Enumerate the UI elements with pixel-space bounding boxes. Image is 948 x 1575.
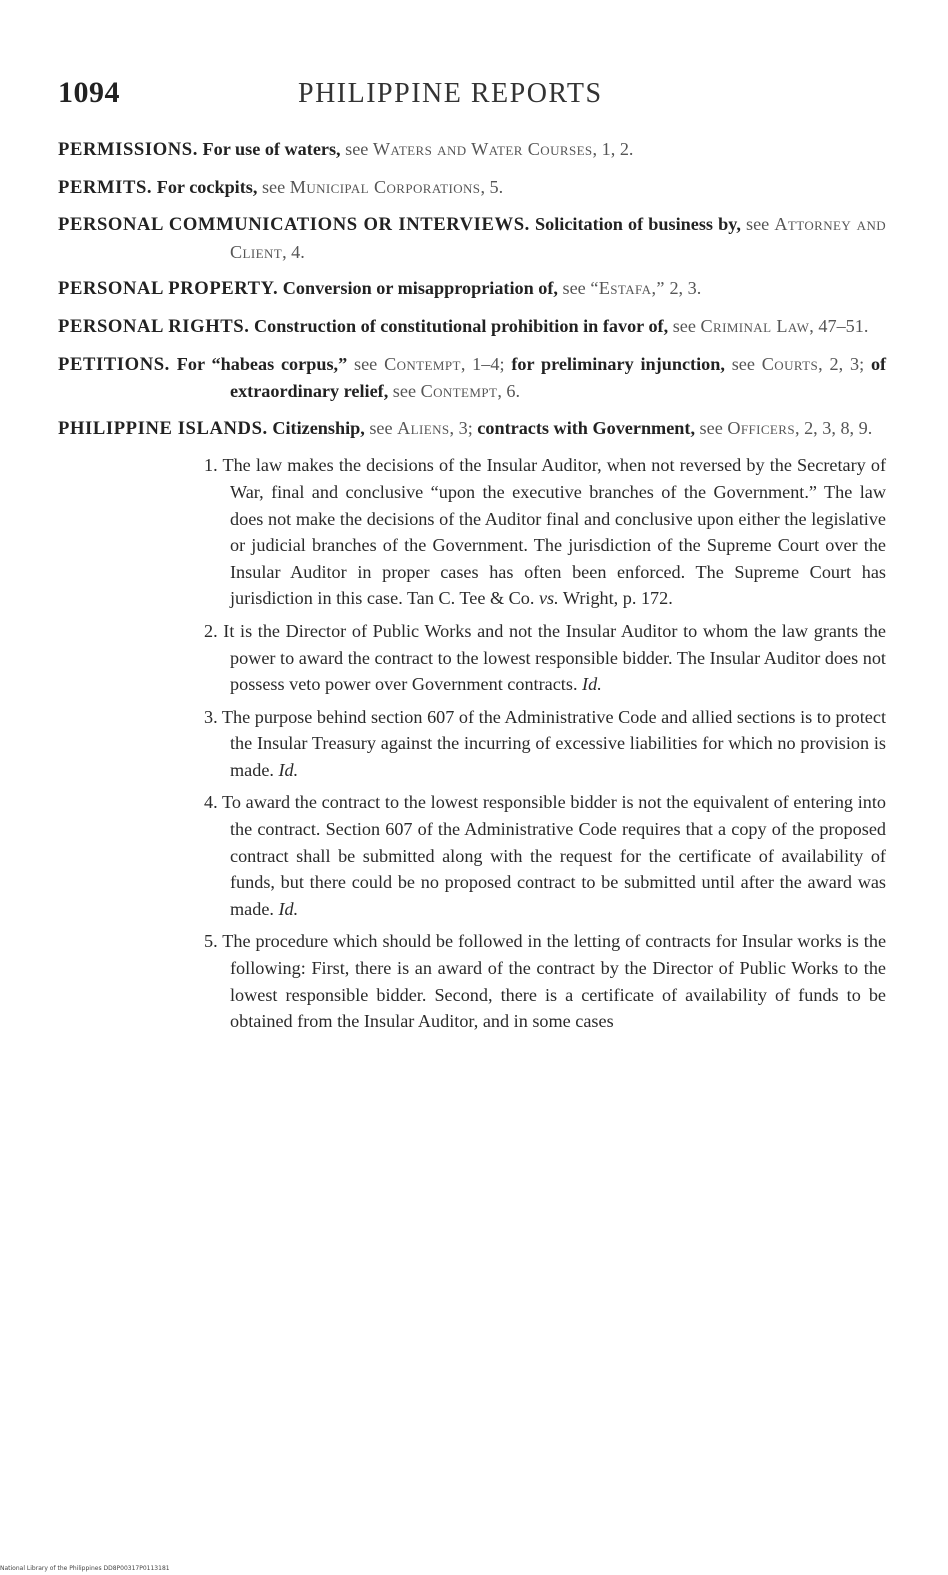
- syllabus-paragraph: [174, 704, 886, 784]
- paragraph-number: 5.: [204, 931, 218, 952]
- see-word: see: [369, 417, 393, 438]
- paragraph-text: The law makes the decisions of the Insular Auditor, when not reversed by the Secretary of War, final and conclusive “upon the executive branches of the Government.” The law does not make the decisions of the Auditor final and conclusive upon either the legislative or judicial branches of the Government. The jurisdiction of the Supreme Court over the Insular Auditor in proper cases has often been enforced. The Supreme Court has jurisdiction in this case. Tan C. Tee & Co.: [222, 455, 886, 609]
- reference-numbers: , 5.: [480, 176, 504, 197]
- index-content: [58, 136, 886, 1041]
- index-entry: [58, 313, 886, 341]
- entry-heading: PERMITS.: [58, 176, 153, 198]
- scan-footer: National Library of the Philippines DD8P00317P0113181: [0, 1565, 170, 1572]
- paragraph-number: 1.: [204, 455, 218, 476]
- reference-numbers: , 6.: [497, 381, 521, 402]
- see-word: see: [392, 381, 417, 402]
- entry-subject: Solicitation of business by,: [535, 214, 741, 235]
- syllabus-paragraph: [174, 789, 886, 922]
- see-word: see: [731, 353, 755, 374]
- reference-numbers: , 2, 3;: [818, 353, 865, 374]
- see-word: see: [354, 353, 378, 374]
- entry-subject: Citizenship,: [272, 417, 365, 438]
- page-number: 1094: [58, 76, 120, 109]
- see-word: see: [746, 214, 770, 235]
- see-word: see: [345, 139, 369, 159]
- entry-subject: of extraordinary relief,: [230, 353, 887, 402]
- entry-subject: For use of waters,: [202, 139, 341, 159]
- versus-abbreviation: vs.: [538, 588, 559, 609]
- cross-reference: Contempt: [384, 353, 461, 374]
- paragraph-text: The procedure which should be followed in the letting of contracts for Insular works is the following: First, there is an award of the contract by the Director of Public Works to the lowest responsible bidder. Second, there is a certificate of availability of funds to be obtained from the Insular Auditor, and in some cases: [222, 931, 887, 1032]
- entry-heading: PETITIONS.: [58, 353, 170, 375]
- index-entry: [58, 211, 886, 265]
- entry-heading: PERSONAL RIGHTS.: [58, 315, 250, 337]
- syllabus-paragraph: [174, 452, 886, 612]
- cross-reference: Courts: [761, 353, 819, 374]
- paragraph-text: It is the Director of Public Works and not the Insular Auditor to whom the law grants the power to award the contract to the lowest responsible bidder. The Insular Auditor does not possess veto power over Government contracts.: [223, 620, 886, 695]
- paragraph-text: The purpose behind section 607 of the Administrative Code and allied sections is to protect the Insular Treasury against the incurring of excessive liabilities for which no provision is made.: [221, 706, 886, 780]
- reference-numbers: , 47–51.: [809, 315, 869, 336]
- entry-subject: contracts with Government,: [477, 417, 695, 438]
- reference-numbers: , 3;: [449, 417, 473, 438]
- entry-heading: PERSONAL PROPERTY.: [58, 278, 279, 300]
- cross-reference: Criminal Law: [700, 315, 810, 336]
- see-word: see: [672, 315, 696, 336]
- idem-citation: Id.: [278, 759, 299, 780]
- running-title: PHILIPPINE REPORTS: [298, 78, 603, 109]
- entry-heading: PERMISSIONS.: [58, 139, 198, 160]
- syllabus-paragraph: [174, 618, 886, 698]
- see-word: see: [699, 417, 723, 438]
- index-entry: [58, 275, 886, 303]
- entry-subject: For cockpits,: [156, 176, 258, 197]
- paragraph-number: 4.: [204, 792, 218, 813]
- paragraph-number: 3.: [204, 706, 218, 727]
- page-header: [58, 76, 888, 116]
- reference-numbers: , 2, 3, 8, 9.: [794, 417, 873, 438]
- entry-subject: For “habeas corpus,”: [176, 353, 348, 374]
- idem-citation: Id.: [582, 674, 602, 695]
- entry-subject: for preliminary injunction,: [511, 353, 725, 374]
- syllabus-paragraph: [174, 928, 886, 1034]
- paragraph-text: To award the contract to the lowest responsible bidder is not the equivalent of entering into the contract. Section 607 of the Administrative Code requires that a copy of the proposed contract shall be submitted along with the request for the certificate of availability of funds, but there could be no proposed contract to be submitted until after the award was made.: [222, 792, 886, 919]
- reference-numbers: 2, 3.: [664, 278, 702, 299]
- cross-reference: Waters and Water Courses: [372, 139, 593, 159]
- see-word: see: [562, 278, 586, 299]
- cross-reference: “Estafa,”: [590, 278, 665, 299]
- reference-numbers: , 1, 2.: [592, 139, 634, 159]
- entry-subject: Conversion or misappropriation of,: [282, 278, 558, 299]
- cross-reference: Aliens: [397, 417, 450, 438]
- entry-heading: PERSONAL COMMUNICATIONS OR INTERVIEWS.: [58, 214, 530, 236]
- paragraph-number: 2.: [204, 620, 218, 641]
- cross-reference: Officers: [727, 417, 795, 438]
- entry-subject: Construction of constitutional prohibition in favor of,: [254, 315, 669, 336]
- index-entry: [58, 174, 886, 202]
- entry-heading: PHILIPPINE ISLANDS.: [58, 417, 268, 439]
- see-word: see: [261, 176, 286, 197]
- cross-reference: Contempt: [420, 381, 498, 402]
- reference-numbers: , 1–4;: [460, 353, 505, 374]
- index-entry: [58, 351, 886, 405]
- index-entry: [58, 136, 886, 164]
- reference-numbers: , 4.: [282, 241, 305, 262]
- index-entry: [58, 415, 886, 443]
- cross-reference: Municipal Corporations: [289, 176, 481, 197]
- idem-citation: Id.: [278, 898, 299, 919]
- case-citation: Wright, p. 172.: [562, 588, 673, 609]
- cross-reference: Attorney and Client: [230, 214, 887, 262]
